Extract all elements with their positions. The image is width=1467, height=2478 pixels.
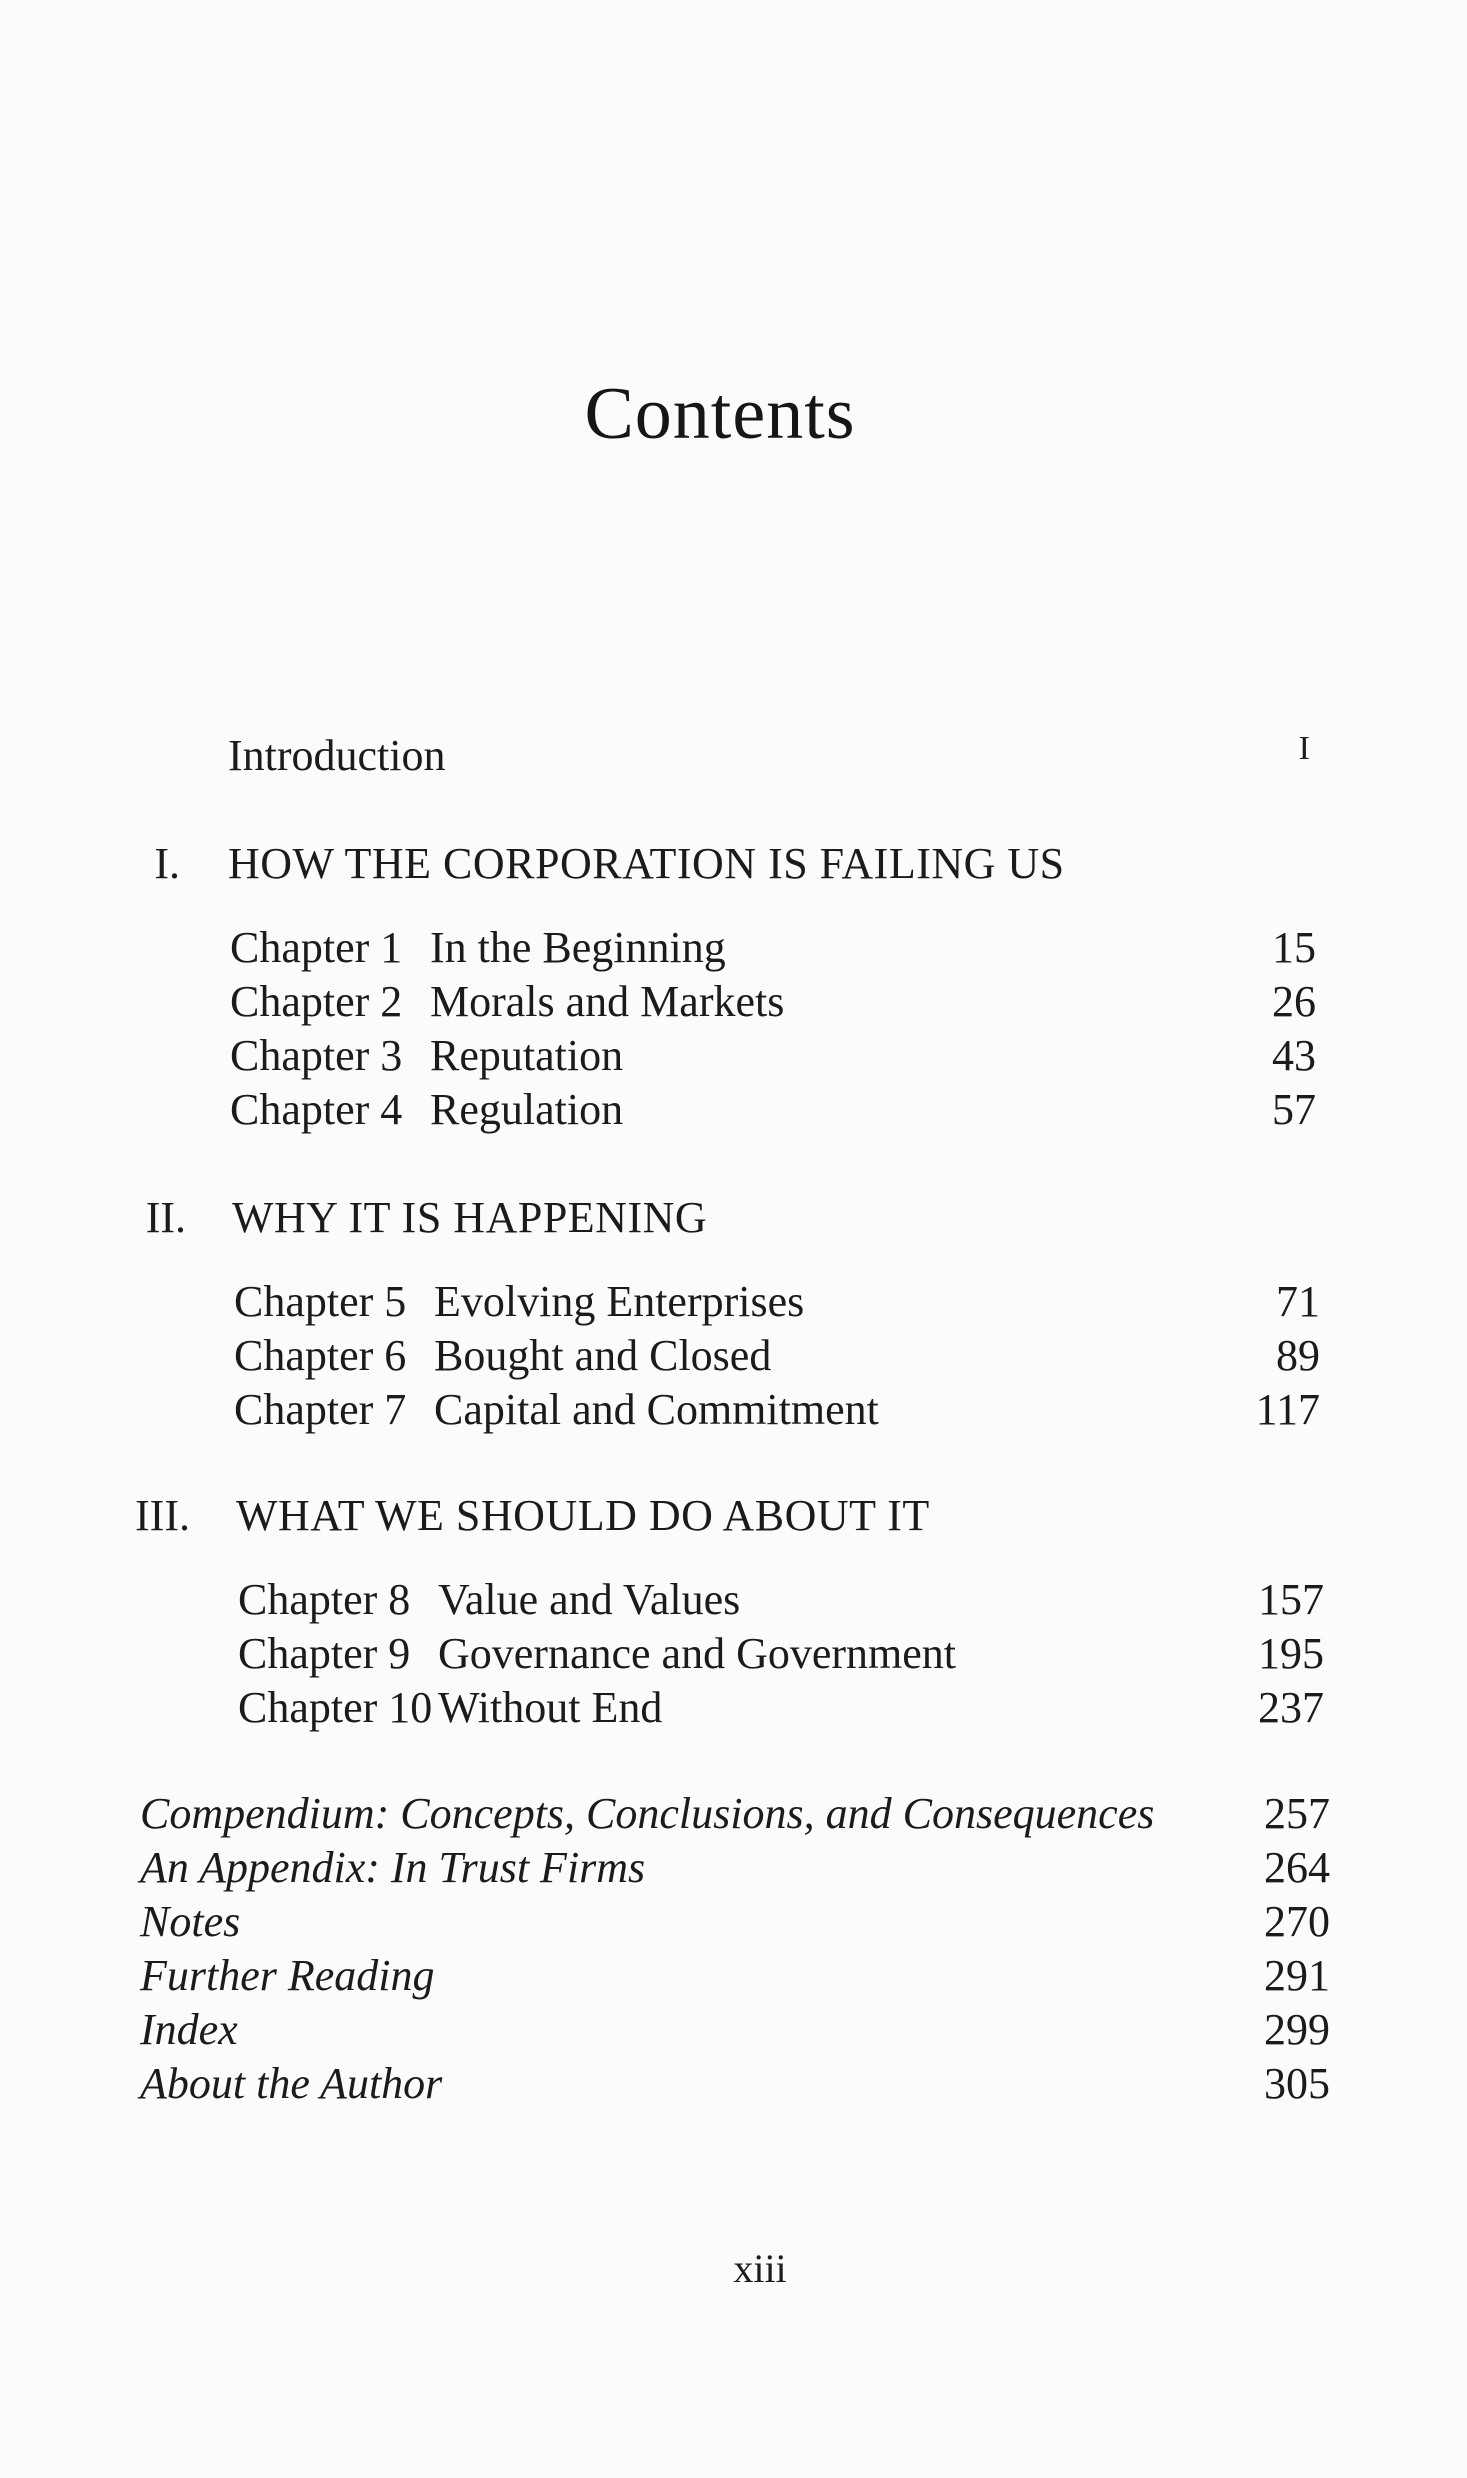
toc-entry-back-matter: Compendium: Concepts, Conclusions, and Consequences (140, 1789, 1155, 1838)
back-matter-page: 264 (1264, 1843, 1330, 1892)
toc-entry-back-matter: Notes (140, 1897, 241, 1946)
chapter-title: Evolving Enterprises (434, 1277, 805, 1326)
toc-entry-chapter (230, 922, 726, 973)
chapter-number: Chapter 1 (230, 923, 403, 972)
page-folio: xiii (733, 2246, 787, 2291)
chapter-number: Chapter 5 (234, 1277, 407, 1326)
toc-entry-back-matter: Index (140, 2005, 238, 2054)
back-matter-page: 257 (1264, 1789, 1330, 1838)
back-matter-page: 270 (1264, 1897, 1330, 1946)
chapter-page: 117 (1255, 1385, 1320, 1434)
part-numeral: I. (154, 839, 180, 888)
chapter-number: Chapter 4 (230, 1085, 403, 1134)
toc-entry-chapter (234, 1276, 804, 1327)
chapter-number: Chapter 6 (234, 1331, 407, 1380)
chapter-number: Chapter 9 (238, 1629, 411, 1678)
chapter-number: Chapter 10 (238, 1683, 433, 1732)
toc-entry-chapter (230, 976, 784, 1027)
part-numeral: II. (145, 1193, 186, 1242)
chapter-title: Morals and Markets (430, 977, 785, 1026)
chapter-page: 43 (1272, 1031, 1316, 1080)
chapter-title: Value and Values (438, 1575, 741, 1624)
back-matter-page: 299 (1264, 2005, 1330, 2054)
chapter-page: 71 (1276, 1277, 1320, 1326)
part-numeral: III. (135, 1491, 190, 1540)
chapter-number: Chapter 7 (234, 1385, 407, 1434)
toc-page-introduction: I (1298, 730, 1310, 767)
page-title: Contents (584, 373, 856, 455)
part-title: WHY IT IS HAPPENING (232, 1193, 708, 1242)
chapter-page: 157 (1258, 1575, 1324, 1624)
chapter-title: Reputation (430, 1031, 624, 1080)
chapter-title: Bought and Closed (434, 1331, 772, 1380)
toc-entry-back-matter: Further Reading (140, 1951, 435, 2000)
back-matter-page: 291 (1264, 1951, 1330, 2000)
chapter-title: Capital and Commitment (434, 1385, 879, 1434)
toc-entry-chapter (234, 1384, 879, 1435)
part-title: WHAT WE SHOULD DO ABOUT IT (236, 1491, 930, 1540)
toc-entry-back-matter: About the Author (140, 2059, 443, 2108)
chapter-title: Governance and Government (438, 1629, 957, 1678)
toc-entry-chapter (230, 1084, 623, 1135)
chapter-number: Chapter 8 (238, 1575, 411, 1624)
back-matter-page: 305 (1264, 2059, 1330, 2108)
chapter-page: 15 (1272, 923, 1316, 972)
chapter-page: 89 (1276, 1331, 1320, 1380)
toc-entry-chapter (238, 1628, 956, 1679)
toc-entry-chapter (230, 1030, 623, 1081)
toc-entry-chapter (238, 1574, 740, 1625)
chapter-page: 57 (1272, 1085, 1316, 1134)
chapter-number: Chapter 2 (230, 977, 403, 1026)
toc-entry-chapter (238, 1682, 662, 1733)
chapter-page: 195 (1258, 1629, 1324, 1678)
chapter-page: 237 (1258, 1683, 1324, 1732)
toc-entry-back-matter: An Appendix: In Trust Firms (140, 1843, 646, 1892)
toc-entry-chapter (234, 1330, 771, 1381)
chapter-number: Chapter 3 (230, 1031, 403, 1080)
chapter-title: Regulation (430, 1085, 624, 1134)
part-title: HOW THE CORPORATION IS FAILING US (228, 839, 1065, 888)
chapter-page: 26 (1272, 977, 1316, 1026)
toc-entry-introduction: Introduction (228, 731, 446, 780)
chapter-title: Without End (438, 1683, 663, 1732)
chapter-title: In the Beginning (430, 923, 726, 972)
